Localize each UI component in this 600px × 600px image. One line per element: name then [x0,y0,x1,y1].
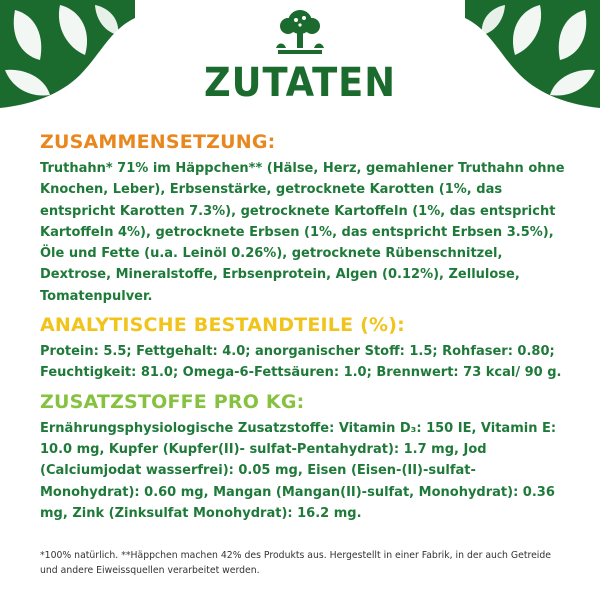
additives-heading: ZUSATZSTOFFE PRO KG: [40,390,305,413]
composition-heading: ZUSAMMENSETZUNG: [40,131,276,153]
tree-animals-logo-icon [268,8,332,58]
page-title: ZUTATEN [204,60,396,106]
composition-text: Truthahn* 71% im Häppchen** (Hälse, Herz, gemahlener Truthahn ohne Knochen, Leber), Erbsenstärke, getrocknete Karotten (1%, das entspricht Karotten 7.3%), getrocknete Kartoffeln (1%, das entspricht Kartoffeln 4%), getrocknete Erbsen (1%, das entspricht Erbsen 3.5%), Öle und Fette (u.a. Leinöl 0.26%), getrocknete Rübenschnitzel, Dextrose, Mineralstoffe, Erbsenprotein, Algen (0.12%), Zellulose, Tomatenpulver. [40,161,565,304]
footnote: *100% natürlich. **Häppchen machen 42% des Produkts aus. Hergestellt in einer Fabrik, in der auch Getreide und andere Eiweissquellen verarbeitet werden. [40,550,552,576]
ingredients-content [40,130,570,530]
additives-text: Ernährungsphysiologische Zusatzstoffe: Vitamin D₃: 150 IE, Vitamin E: 10.0 mg, Kupfer (Kupfer(II)- sulfat-Pentahydrat): 1.7 mg, Jod (Calciumjodat wasserfrei): 0.05 mg, Eisen (Eisen-(II)-sulfat-Monohydrat): 0.60 mg, Mangan (Mangan(II)-sulfat, Monohydrat): 0.36 mg, Zink (Zinksulfat Monohydrat): 16.2 mg. [40,420,557,521]
analytical-text: Protein: 5.5; Fettgehalt: 4.0; anorganischer Stoff: 1.5; Rohfaser: 0.80; Feuchtigkeit: 81.0; Omega-6-Fettsäuren: 1.0; Brennwert: 73 kcal/ 90 g. [40,344,562,381]
header-banner [0,0,600,118]
analytical-heading: ANALYTISCHE BESTANDTEILE (%): [40,314,405,337]
